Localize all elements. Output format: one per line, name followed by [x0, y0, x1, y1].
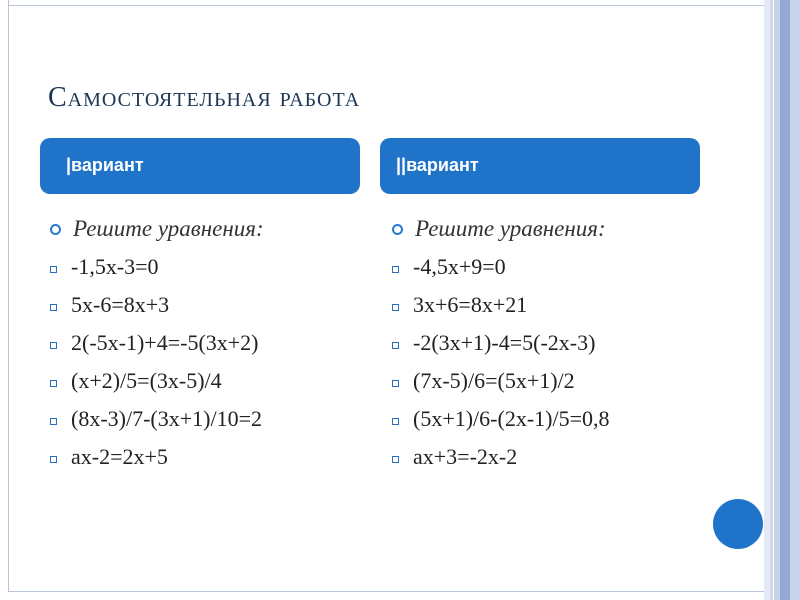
square-bullet-icon [392, 304, 399, 311]
variant-1-column [50, 214, 390, 480]
equation-text: 3x+6=8x+21 [413, 292, 528, 317]
equation-text: ax-2=2x+5 [71, 444, 168, 469]
equation-item [392, 252, 732, 282]
decor-stripe [780, 0, 790, 600]
variant-2-column [392, 214, 732, 480]
equation-text: ax+3=-2x-2 [413, 444, 518, 469]
ring-bullet-icon [392, 224, 403, 235]
task-text: Решите уравнения: [73, 216, 264, 241]
variant-2-header: ||вариант [380, 138, 700, 194]
square-bullet-icon [50, 380, 57, 387]
equation-text: (5x+1)/6-(2x-1)/5=0,8 [413, 406, 610, 431]
square-bullet-icon [50, 304, 57, 311]
square-bullet-icon [392, 380, 399, 387]
square-bullet-icon [392, 342, 399, 349]
equation-item [392, 328, 732, 358]
equation-text: 2(-5x-1)+4=-5(3x+2) [71, 330, 259, 355]
frame-left-border [8, 0, 9, 592]
equation-text: 5x-6=8x+3 [71, 292, 170, 317]
equation-item [392, 404, 732, 434]
circle-nav-icon[interactable] [713, 499, 763, 549]
square-bullet-icon [392, 418, 399, 425]
task-line [392, 214, 732, 244]
square-bullet-icon [392, 266, 399, 273]
equation-item [392, 366, 732, 396]
equation-item [50, 252, 390, 282]
equation-item [50, 404, 390, 434]
decor-stripe [770, 0, 773, 600]
equation-text: -1,5x-3=0 [71, 254, 159, 279]
equation-item [392, 442, 732, 472]
square-bullet-icon [50, 342, 57, 349]
square-bullet-icon [50, 418, 57, 425]
equation-text: -2(3x+1)-4=5(-2x-3) [413, 330, 596, 355]
equation-text: (x+2)/5=(3x-5)/4 [71, 368, 222, 393]
equation-item [50, 366, 390, 396]
equation-item [50, 442, 390, 472]
task-line [50, 214, 390, 244]
equation-text: (7x-5)/6=(5x+1)/2 [413, 368, 575, 393]
variant-1-header: |вариант [40, 138, 360, 194]
task-text: Решите уравнения: [415, 216, 606, 241]
equation-text: -4,5x+9=0 [413, 254, 506, 279]
equation-item [392, 290, 732, 320]
square-bullet-icon [50, 456, 57, 463]
equation-text: (8x-3)/7-(3x+1)/10=2 [71, 406, 262, 431]
decor-stripe [790, 0, 800, 600]
square-bullet-icon [50, 266, 57, 273]
frame-top-border [8, 0, 772, 6]
slide-title: Самостоятельная работа [48, 82, 361, 113]
square-bullet-icon [392, 456, 399, 463]
equation-item [50, 290, 390, 320]
frame-bottom-border [8, 591, 773, 592]
ring-bullet-icon [50, 224, 61, 235]
equation-item [50, 328, 390, 358]
